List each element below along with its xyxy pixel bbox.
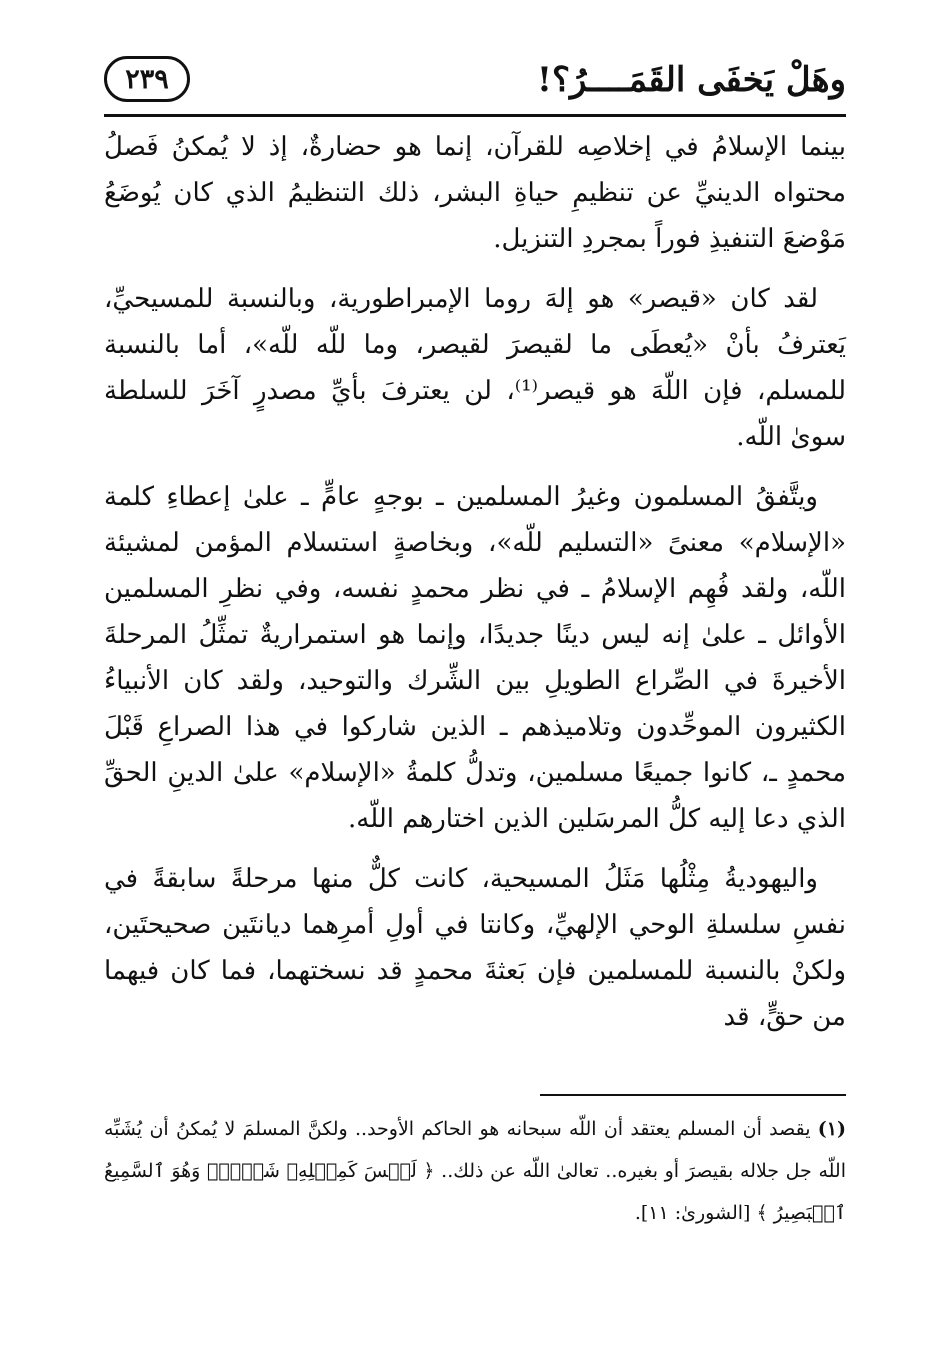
- paragraph: واليهوديةُ مِثْلُها مَثَلُ المسيحية، كانت كلٌّ منها مرحلةً سابقةً في نفسِ سلسلةِ الوحي الإلهيِّ، وكانتا في أولِ أمرِهما ديانتَين صحيحتَين، ولكنْ بالنسبة للمسلمين فإن بَعثةَ محمدٍ قد نسختهما، فما كان فيهما من حقٍّ، قد: [104, 864, 846, 1032]
- footnotes: [104, 1108, 846, 1234]
- body-text: [104, 124, 846, 1054]
- running-title: وهَلْ يَخفَى القَمَــــرُ؟!: [537, 60, 846, 100]
- paragraph: ويتَّفقُ المسلمون وغيرُ المسلمين ـ بوجهٍ عامٍّ ـ علىٰ إعطاءِ كلمة «الإسلام» معنىً «التسليم للّه»، وبخاصةٍ استسلام المؤمن لمشيئة اللّه، ولقد فُهِم الإسلامُ ـ في نظر محمدٍ نفسه، وفي نظرِ المسلمين الأوائل ـ علىٰ إنه ليس دينًا جديدًا، وإنما هو استمراريةٌ تمثِّلُ المرحلةَ الأخيرةَ في الصِّراع الطويلِ بين الشِّرك والتوحيد، ولقد كان الأنبياءُ الكثيرون الموحِّدون وتلاميذهم ـ الذين شاركوا في هذا الصراعِ قَبْلَ محمدٍ ـ، كانوا جميعًا مسلمين، وتدلُّ كلمةُ «الإسلام» علىٰ الدينِ الحقِّ الذي دعا إليه كلُّ المرسَلين الذين اختارهم اللّه.: [104, 482, 846, 834]
- header-divider: [104, 114, 846, 117]
- footnote-item: [104, 1108, 846, 1234]
- footnote-marker: (١): [817, 1118, 846, 1140]
- paragraph: بينما الإسلامُ في إخلاصِه للقرآن، إنما هو حضارةٌ، إذ لا يُمكنُ فَصلُ محتواه الدينيِّ عن تنظيمِ حياةِ البشر، ذلك التنظيمُ الذي كان يُوضَعُ مَوْضعَ التنفيذِ فوراً بمجردِ التنزيل.: [104, 132, 846, 254]
- page-number-badge: ٢٣٩: [104, 56, 190, 102]
- footnote-divider: [540, 1094, 846, 1096]
- footnote-text: يقصد أن المسلم يعتقد أن اللّه سبحانه هو الحاكم الأوحد.. ولكنَّ المسلمَ لا يُمكنُ أن يُشَبِّه اللّه جل جلاله بقيصرَ أو بغيره.. تعالىٰ اللّه عن ذلك.. ﴿ لَيۡسَ كَمِثۡلِهِۦ شَيۡءٞۖ وَهُوَ ٱلسَّمِيعُ ٱلۡبَصِيرُ ﴾ [الشورىٰ: ١١].: [104, 1118, 846, 1224]
- paragraph: لقد كان «قيصر» هو إلهَ روما الإمبراطورية، وبالنسبة للمسيحيِّ، يَعترفُ بأنْ «يُعطَى ما لقيصرَ لقيصر، وما للّه للّه»، أما بالنسبة للمسلم، فإن اللّهَ هو قيصر⁽¹⁾، لن يعترفَ بأيِّ مصدرٍ آخَرَ للسلطة سوىٰ اللّه.: [104, 284, 846, 452]
- page-header: [104, 52, 846, 114]
